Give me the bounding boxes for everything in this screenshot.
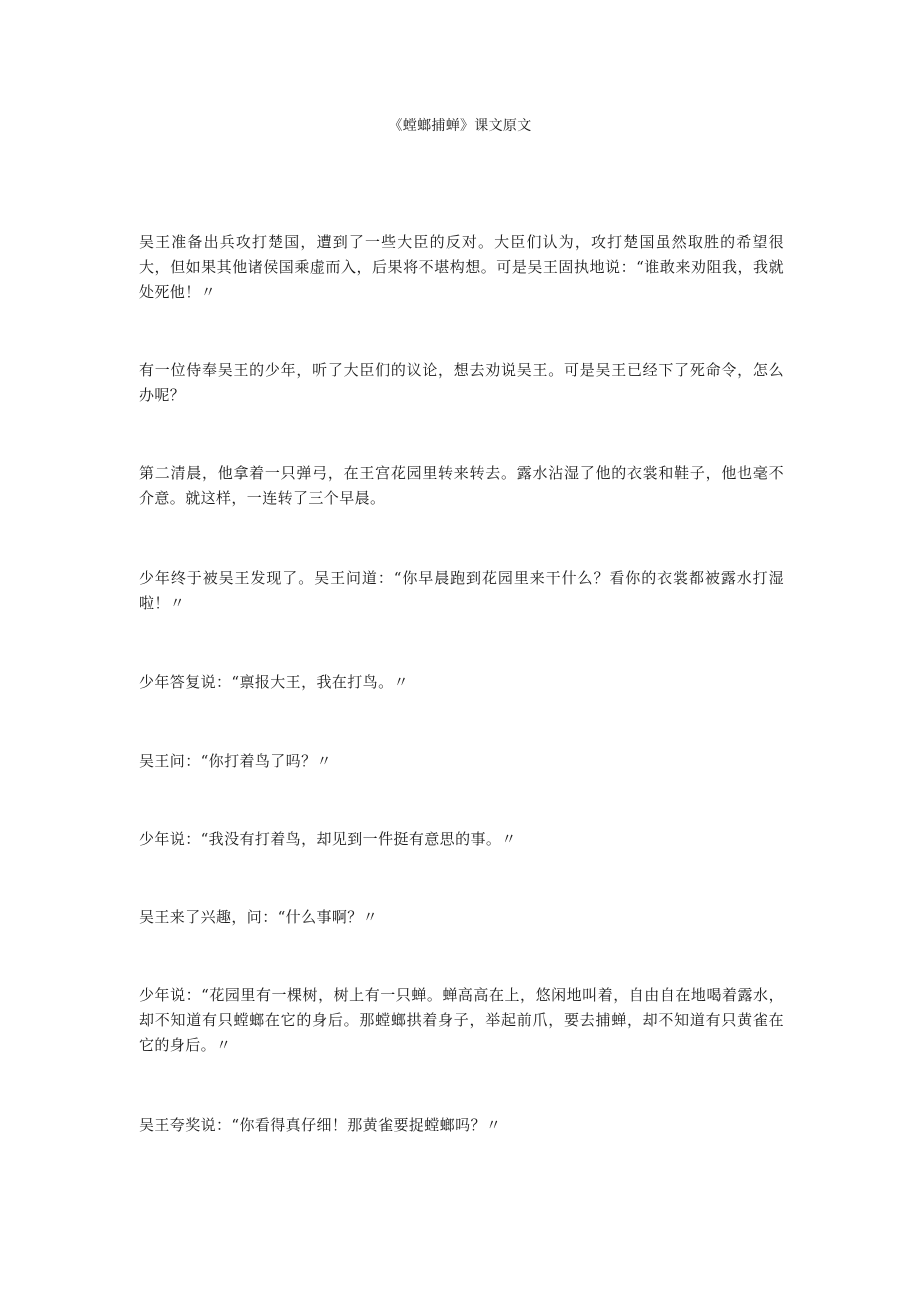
paragraph-8: 吴王来了兴趣，问：“什么事啊？〃 <box>139 908 379 926</box>
document-title: 《螳螂捕蝉》课文原文 <box>388 118 532 134</box>
paragraph-5: 少年答复说：“禀报大王，我在打鸟。〃 <box>139 673 409 691</box>
paragraph-2: 有一位侍奉吴王的少年，听了大臣们的议论，想去劝说吴王。可是吴王已经下了死命令，怎么办呢？ <box>139 361 784 404</box>
paragraph-9: 少年说：“花园里有一棵树，树上有一只蝉。蝉高高在上，悠闲地叫着，自由自在地喝着露水，却不知道有只螳螂在它的身后。那螳螂拱着身子，举起前爪，要去捕蝉，却不知道有只黄雀在它的身后。〃 <box>139 986 784 1054</box>
paragraph-1: 吴王准备出兵攻打楚国，遭到了一些大臣的反对。大臣们认为，攻打楚国虽然取胜的希望很大，但如果其他诸侯国乘虚而入，后果将不堪构想。可是吴王固执地说：“谁敢来劝阻我，我就处死他！〃 <box>139 233 784 301</box>
paragraph-6: 吴王问：“你打着鸟了吗？〃 <box>139 752 332 770</box>
paragraph-10: 吴王夸奖说：“你看得真仔细！那黄雀要捉螳螂吗？〃 <box>139 1116 502 1134</box>
paragraph-7: 少年说：“我没有打着鸟，却见到一件挺有意思的事。〃 <box>139 830 517 848</box>
paragraph-3: 第二清晨，他拿着一只弹弓，在王宫花园里转来转去。露水沾湿了他的衣裳和鞋子，他也毫不介意。就这样，一连转了三个早晨。 <box>139 464 784 507</box>
paragraph-4: 少年终于被吴王发现了。吴王问道：“你早晨跑到花园里来干什么？看你的衣裳都被露水打湿啦！〃 <box>139 569 784 612</box>
